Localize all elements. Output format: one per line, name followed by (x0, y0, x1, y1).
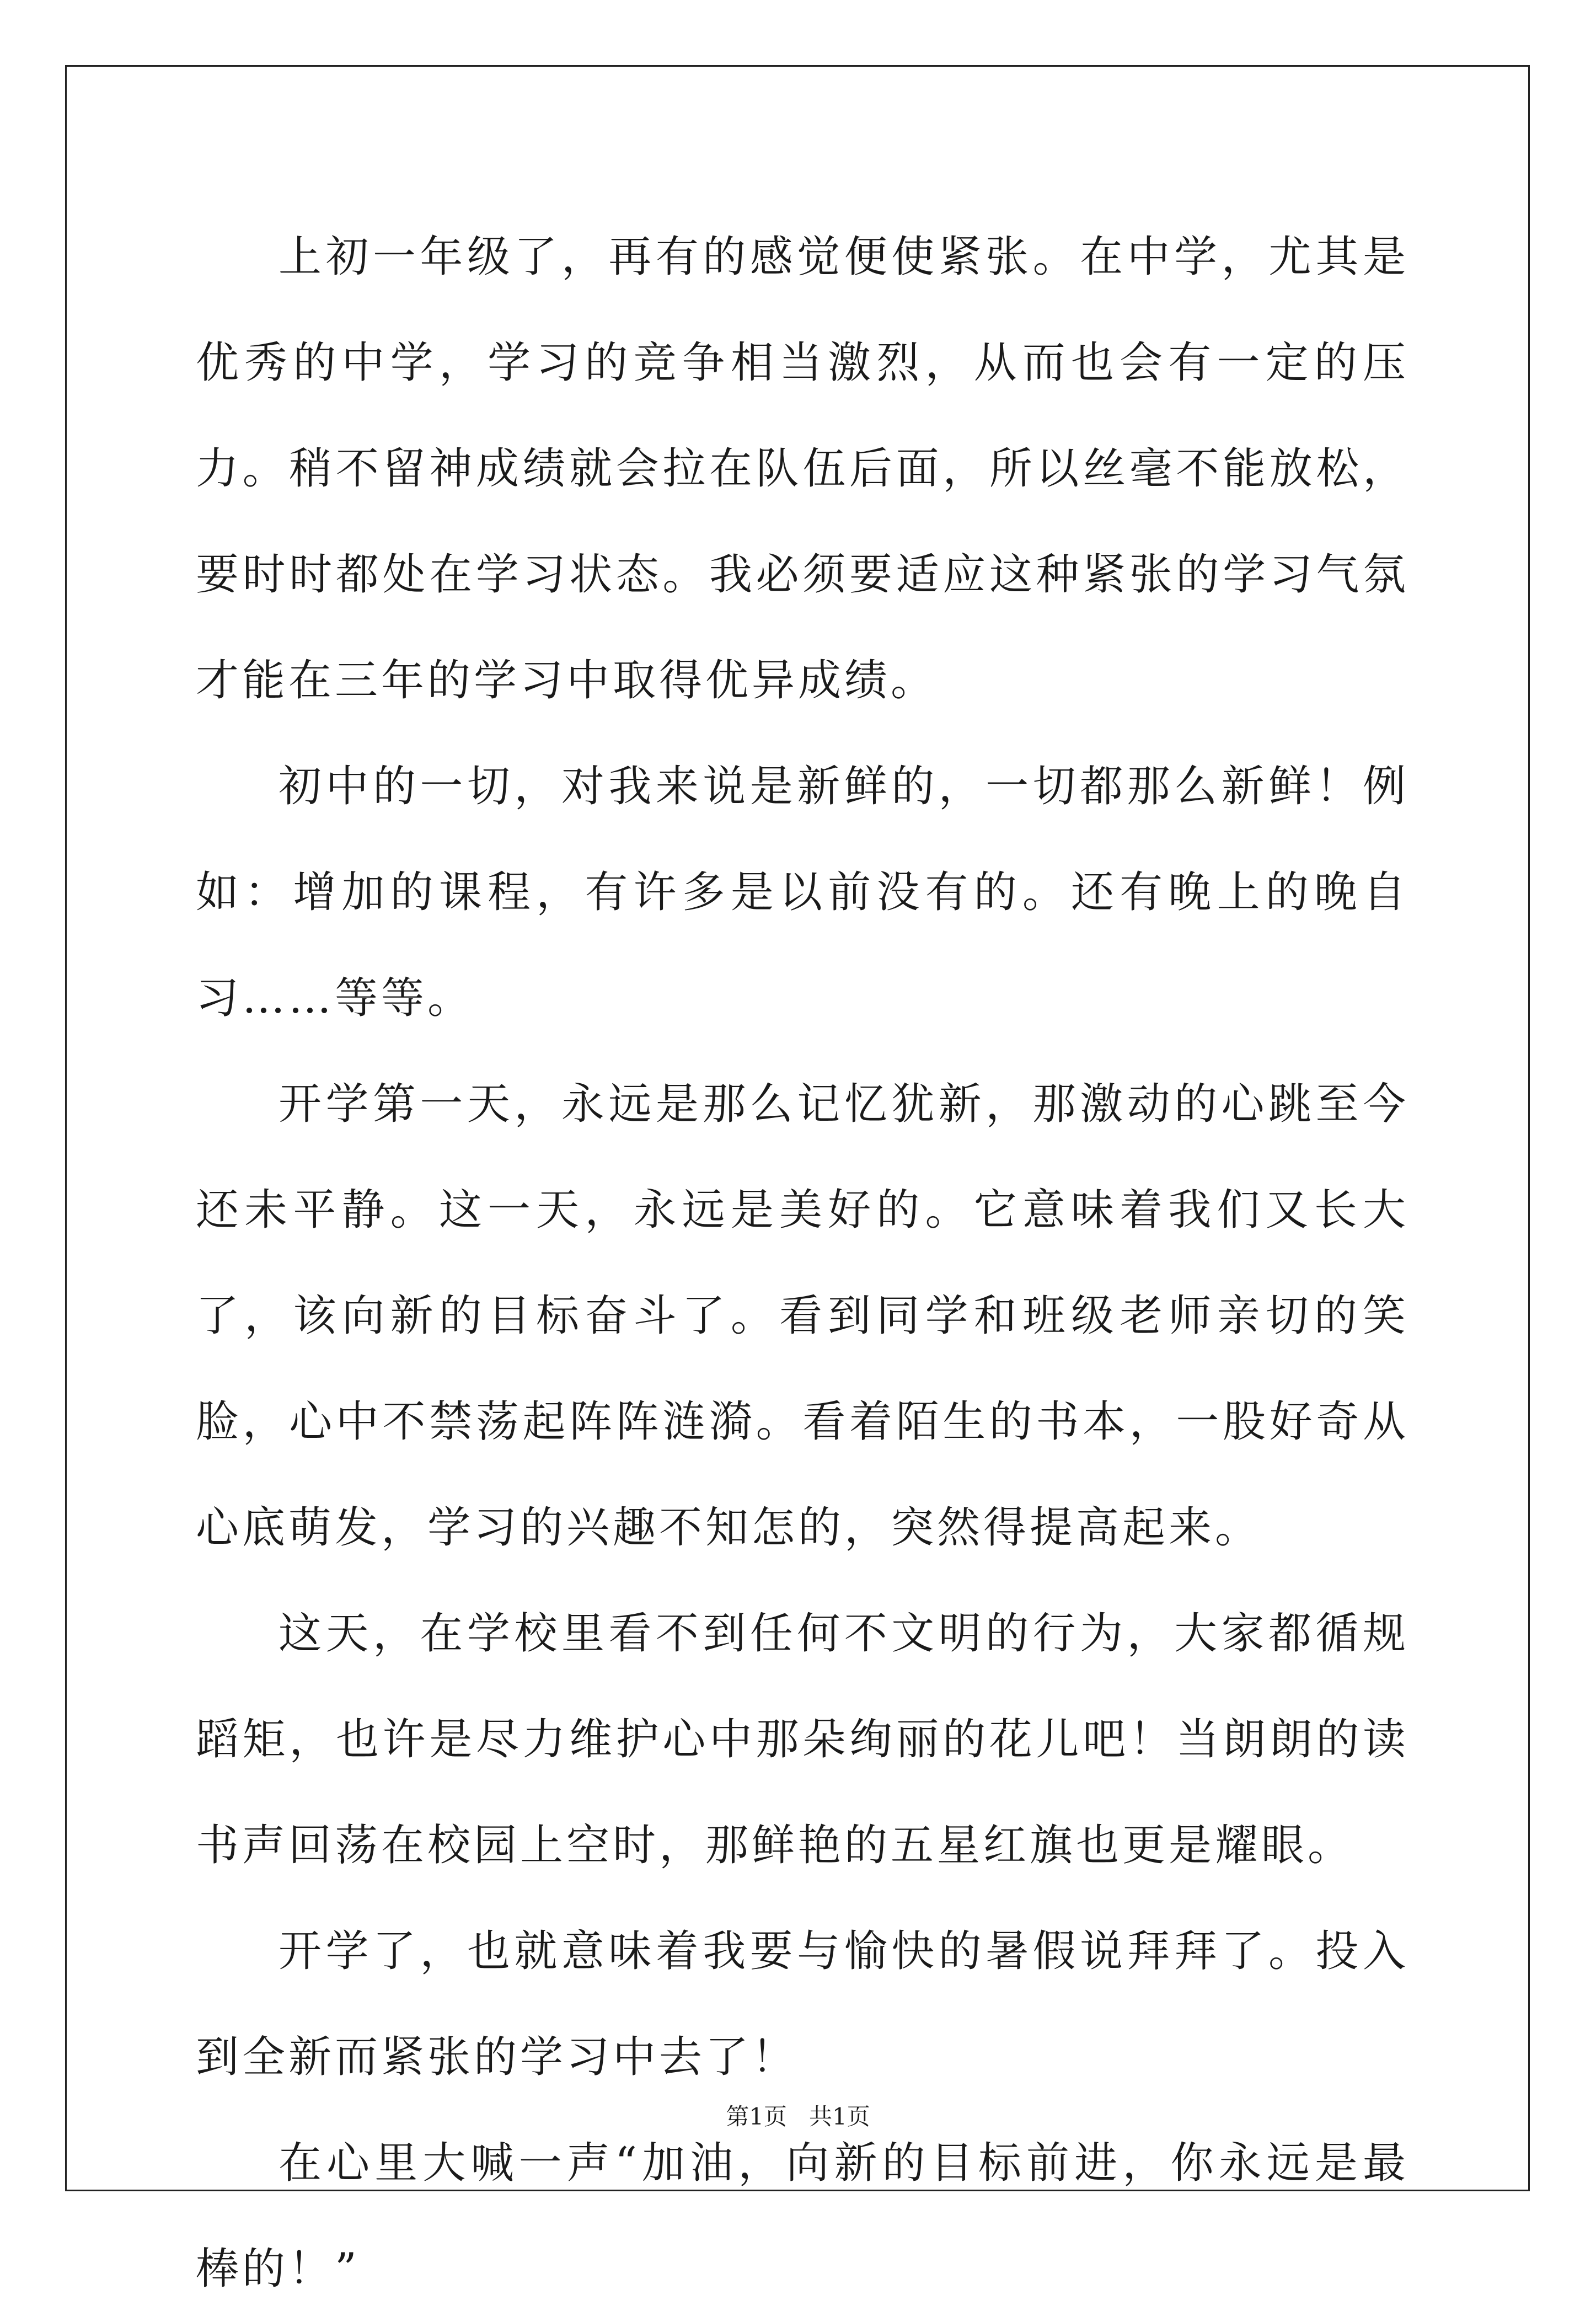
paragraph-4: 这天，在学校里看不到任何不文明的行为，大家都循规蹈矩，也许是尽力维护心中那朵绚丽的花儿吧！当朗朗的读书声回荡在校园上空时，那鲜艳的五星红旗也更是耀眼。 (196, 1609, 1409, 1870)
paragraph-3: 开学第一天，永远是那么记忆犹新，那激动的心跳至今还未平静。这一天，永远是美好的。它意味着我们又长大了，该向新的目标奋斗了。看到同学和班级老师亲切的笑脸，心中不禁荡起阵阵涟漪。看着陌生的书本，一股好奇从心底萌发，学习的兴趣不知怎的，突然得提高起来。 (196, 1079, 1409, 1553)
paragraph-1: 上初一年级了，再有的感觉便使紧张。在中学，尤其是优秀的中学，学习的竞争相当激烈，从而也会有一定的压力。稍不留神成绩就会拉在队伍后面，所以丝毫不能放松，要时时都处在学习状态。我必须要适应这种紧张的学习气氛才能在三年的学习中取得优异成绩。 (196, 232, 1409, 705)
paragraph-2: 初中的一切，对我来说是新鲜的，一切都那么新鲜！例如：增加的课程，有许多是以前没有的。还有晚上的晚自习……等等。 (196, 762, 1409, 1023)
page-number-footer: 第1页 共1页 (726, 2103, 870, 2130)
paragraph-6: 在心里大喊一声“加油，向新的目标前进，你永远是最棒的！” (196, 2138, 1409, 2294)
document-body (196, 204, 1409, 2322)
paragraph-5: 开学了，也就意味着我要与愉快的暑假说拜拜了。投入到全新而紧张的学习中去了！ (196, 1927, 1409, 2082)
